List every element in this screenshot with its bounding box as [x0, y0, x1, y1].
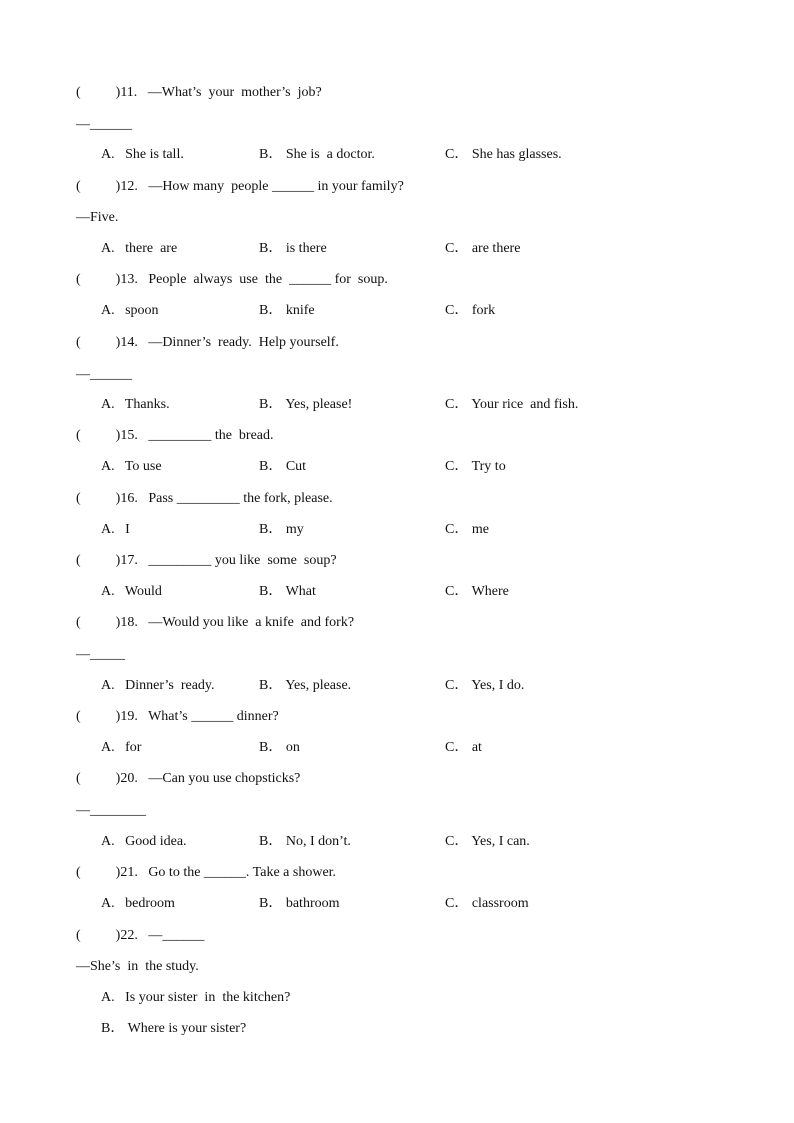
question-15-stem: ( )15. _________ the bread.: [76, 428, 274, 443]
question-11-stem: ( )11. —What’s your mother’s job?: [76, 85, 322, 100]
question-17-option-c: C． Where: [445, 584, 509, 599]
question-20-option-c: C． Yes, I can.: [445, 834, 530, 849]
question-18-option-a: A. Dinner’s ready.: [101, 678, 215, 693]
question-12-option-c: C． are there: [445, 241, 521, 256]
question-17-option-b: B． What: [259, 584, 316, 599]
question-14-option-a: A. Thanks.: [101, 397, 170, 412]
question-13-option-c: C． fork: [445, 303, 496, 318]
question-19-stem: ( )19. What’s ______ dinner?: [76, 709, 279, 724]
question-11-reply: —______: [76, 117, 132, 132]
question-14-reply: —______: [76, 367, 132, 382]
question-18-option-c: C． Yes, I do.: [445, 678, 525, 693]
question-15-option-b: B． Cut: [259, 459, 307, 474]
question-16-stem: ( )16. Pass _________ the fork, please.: [76, 491, 333, 506]
question-21-option-c: C． classroom: [445, 896, 529, 911]
question-12-stem: ( )12. —How many people ______ in your family?: [76, 179, 404, 194]
question-17-stem: ( )17. _________ you like some soup?: [76, 553, 337, 568]
question-14-option-c: C． Your rice and fish.: [445, 397, 579, 412]
question-16-option-a: A. I: [101, 522, 130, 537]
question-22-option-a: A. Is your sister in the kitchen?: [101, 990, 291, 1005]
question-18-reply: —_____: [76, 647, 125, 662]
question-11-option-a: A. She is tall.: [101, 147, 184, 162]
question-13-option-a: A. spoon: [101, 303, 159, 318]
question-20-stem: ( )20. —Can you use chopsticks?: [76, 771, 301, 786]
question-17-option-a: A. Would: [101, 584, 162, 599]
question-14-option-b: B． Yes, please!: [259, 397, 353, 412]
question-14-stem: ( )14. —Dinner’s ready. Help yourself.: [76, 335, 339, 350]
question-21-option-a: A. bedroom: [101, 896, 175, 911]
question-12-option-a: A. there are: [101, 241, 178, 256]
question-19-option-c: C． at: [445, 740, 482, 755]
question-13-option-b: B． knife: [259, 303, 315, 318]
question-18-option-b: B． Yes, please.: [259, 678, 352, 693]
question-22-option-b: B． Where is your sister?: [101, 1021, 247, 1036]
question-16-option-b: B． my: [259, 522, 304, 537]
question-15-option-c: C． Try to: [445, 459, 506, 474]
question-20-reply: —________: [76, 803, 146, 818]
question-13-stem: ( )13. People always use the ______ for soup.: [76, 272, 388, 287]
question-11-option-b: B． She is a doctor.: [259, 147, 375, 162]
question-12-reply: —Five.: [76, 210, 119, 225]
question-16-option-c: C． me: [445, 522, 489, 537]
question-15-option-a: A. To use: [101, 459, 162, 474]
question-11-option-c: C． She has glasses.: [445, 147, 562, 162]
question-19-option-a: A. for: [101, 740, 142, 755]
question-18-stem: ( )18. —Would you like a knife and fork?: [76, 615, 355, 630]
question-12-option-b: B． is there: [259, 241, 327, 256]
question-22-stem: ( )22. —______: [76, 928, 205, 943]
question-21-stem: ( )21. Go to the ______. Take a shower.: [76, 865, 337, 880]
question-19-option-b: B． on: [259, 740, 300, 755]
question-20-option-b: B． No, I don’t.: [259, 834, 351, 849]
question-21-option-b: B． bathroom: [259, 896, 340, 911]
question-22-reply: —She’s in the study.: [76, 959, 199, 974]
question-20-option-a: A. Good idea.: [101, 834, 187, 849]
